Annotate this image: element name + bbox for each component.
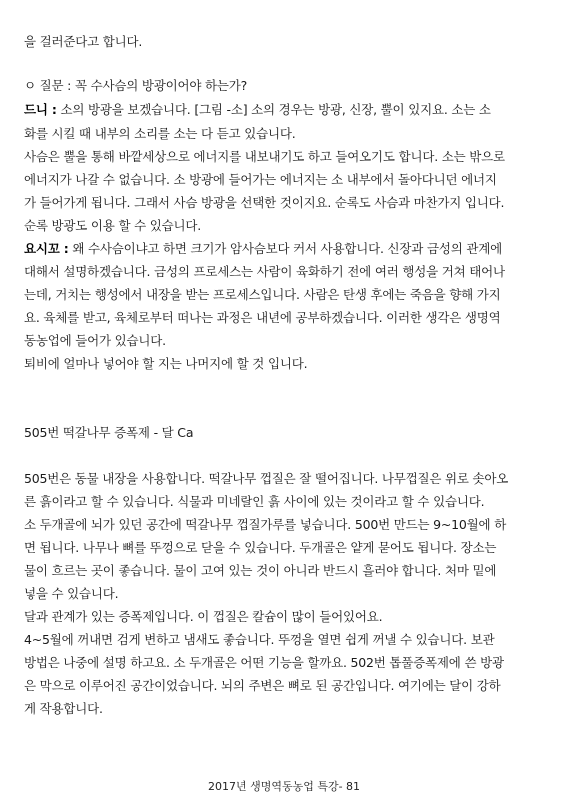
text-line: 순록 방광도 이용 할 수 있습니다. [24, 218, 202, 233]
text-line: 화를 시킬 때 내부의 소리를 소는 다 듣고 있습니다. [24, 126, 296, 141]
question-heading: ㅇ 질문 : 꼭 수사슴의 방광이어야 하는가? [24, 78, 248, 93]
text-line [24, 241, 544, 257]
text-line: 505번은 동물 내장을 사용합니다. 떡갈나무 껍질은 잘 떨어집니다. 나무껍질은 위로 솟아오 [24, 471, 509, 486]
text-line: 넣을 수 있습니다. [24, 586, 119, 601]
speaker-text: 소의 방광을 보겠습니다. [그림 -소] 소의 경우는 방광, 신장, 뿔이 있지요. 소는 소 [56, 102, 491, 117]
text-line [24, 102, 544, 118]
speaker-label: 드니 : [24, 102, 57, 117]
text-line: 면 됩니다. 나무나 뼈를 뚜껑으로 닫을 수 있습니다. 두개골은 얕게 묻어도 됩니다. 장소는 [24, 540, 497, 555]
text-line: 사슴은 뿔을 통해 바깥세상으로 에너지를 내보내기도 하고 들여오기도 합니다. 소는 밖으로 [24, 149, 505, 164]
text-line: 방법은 나중에 설명 하고요. 소 두개골은 어떤 기능을 할까요. 502번 톱풀증폭제에 쓴 방광 [24, 655, 504, 670]
speaker-text: 왜 수사슴이냐고 하면 크기가 암사슴보다 커서 사용합니다. 신장과 금성의 관계에 [68, 241, 502, 256]
text-line: 가 들어가게 됩니다. 그래서 사슴 방광을 선택한 것이지요. 순록도 사슴과 마찬가지 입니다. [24, 195, 505, 210]
text-line: 에너지가 나갈 수 없습니다. 소 방광에 들어가는 에너지는 소 내부에서 돌아다니던 에너지 [24, 172, 497, 187]
text-line: 는데, 거치는 행성에서 내장을 받는 프로세스입니다. 사람은 탄생 후에는 죽음을 향해 가지 [24, 287, 501, 302]
page-footer: 2017년 생명역동농업 특강- 81 [207, 780, 361, 793]
speaker-label: 요시꼬 : [24, 241, 69, 256]
text-line: 른 흙이라고 할 수 있습니다. 식물과 미네랄인 흙 사이에 있는 것이라고 할 수 있습니다. [24, 494, 485, 509]
text-line: 달과 관계가 있는 증폭제입니다. 이 껍질은 칼슘이 많이 들어있어요. [24, 609, 383, 624]
text-line: 요. 육체를 받고, 육체로부터 떠나는 과정은 내년에 공부하겠습니다. 이러한 생각은 생명역 [24, 310, 501, 325]
text-line: 은 막으로 이루어진 공간이었습니다. 뇌의 주변은 뼈로 된 공간입니다. 여기에는 달이 강하 [24, 678, 501, 693]
text-line: 게 작용합니다. [24, 701, 103, 716]
text-line: 대해서 설명하겠습니다. 금성의 프로세스는 사람이 육화하기 전에 여러 행성을 거쳐 태어나 [24, 264, 505, 279]
text-line: 물이 흐르는 곳이 좋습니다. 물이 고여 있는 것이 아니라 반드시 흘러야 합니다. 처마 밑에 [24, 563, 497, 578]
text-line: 동농업에 들어가 있습니다. [24, 333, 166, 348]
text-line: 4~5월에 꺼내면 검게 변하고 냄새도 좋습니다. 뚜껑을 열면 쉽게 꺼낼 수 있습니다. 보관 [24, 632, 495, 647]
text-line: 을 걸러준다고 합니다. [24, 34, 143, 49]
text-line: 퇴비에 얼마나 넣어야 할 지는 나머지에 할 것 입니다. [24, 356, 308, 371]
text-line: 소 두개골에 뇌가 있던 공간에 떡갈나무 껍질가루를 넣습니다. 500번 만드는 9~10월에 하 [24, 517, 507, 532]
section-heading: 505번 떡갈나무 증폭제 - 달 Ca [24, 425, 194, 440]
